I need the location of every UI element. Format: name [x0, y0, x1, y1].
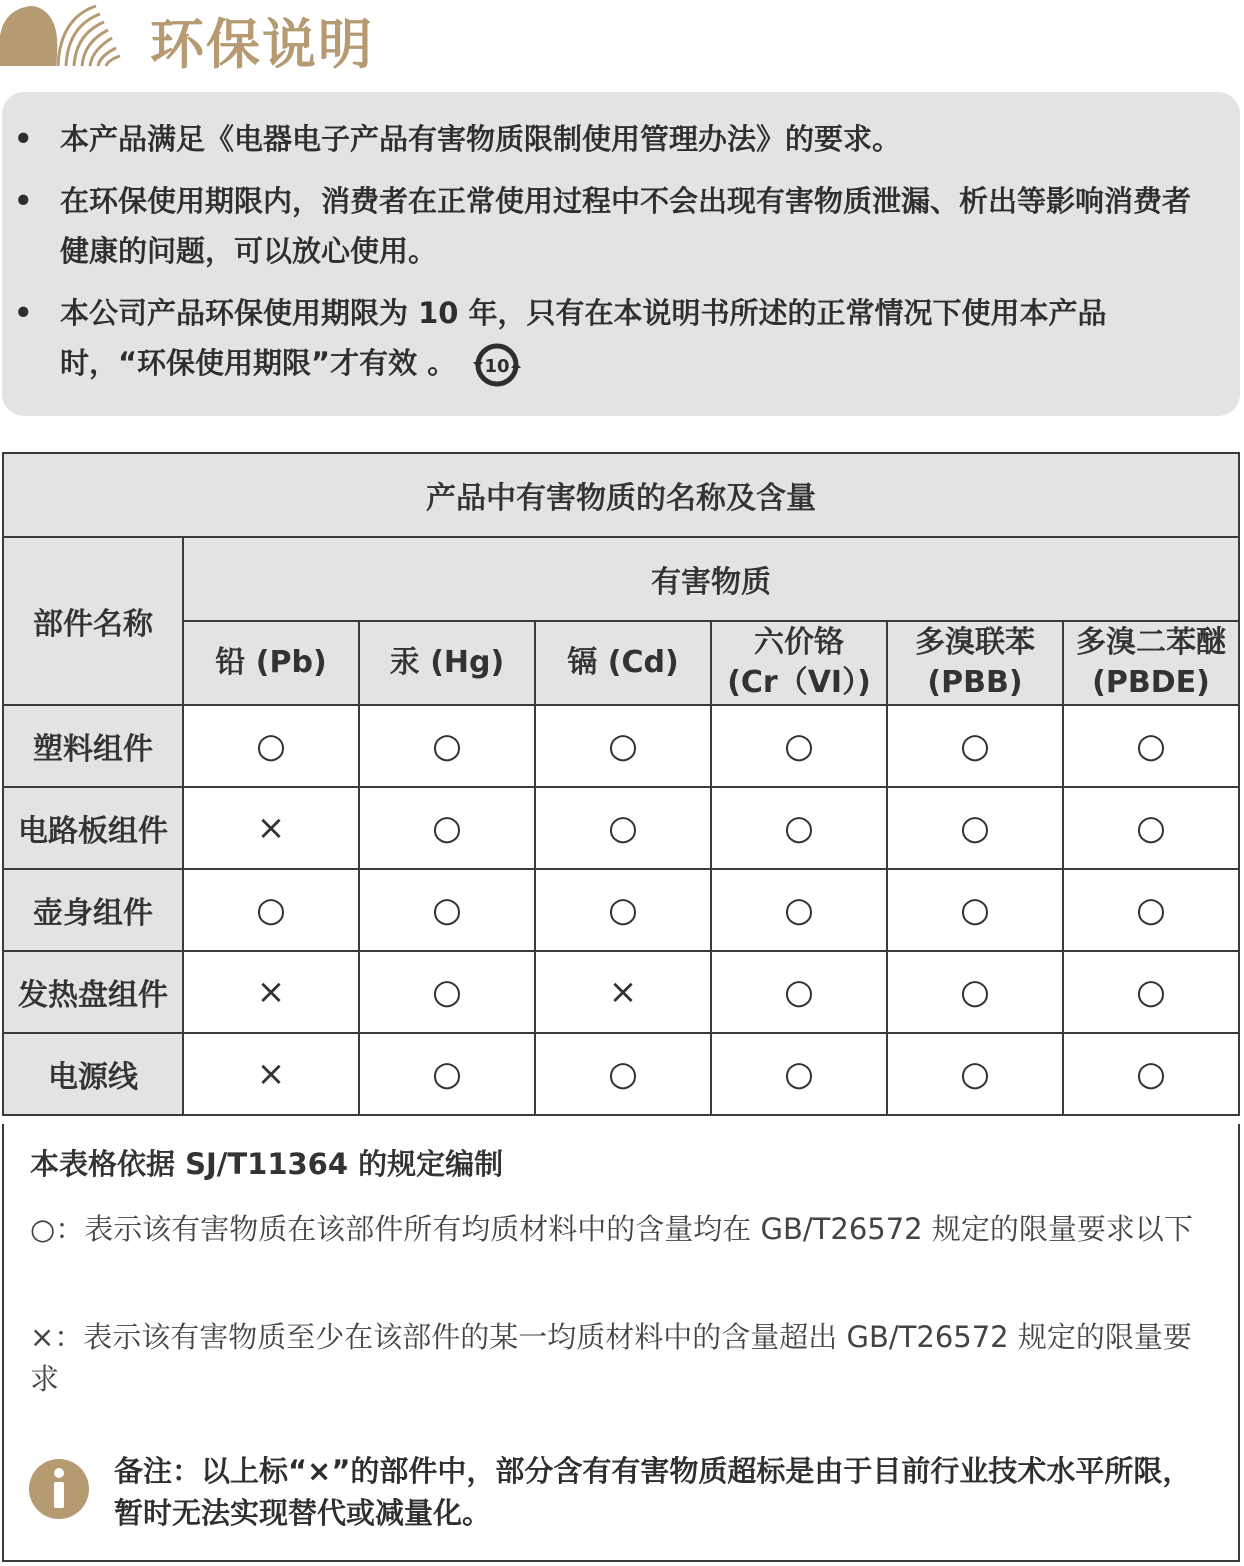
- info-bullet: [2, 176, 1232, 276]
- substance-mark: ○: [887, 705, 1063, 787]
- hazard-table: [2, 452, 1240, 1116]
- substance-mark: ○: [535, 787, 711, 869]
- substance-group-header: 有害物质: [183, 537, 1239, 621]
- substance-mark: ○: [1063, 787, 1239, 869]
- substance-mark: ×: [183, 787, 359, 869]
- substance-mark: ○: [887, 951, 1063, 1033]
- info-icon: [28, 1458, 90, 1520]
- substance-header: [887, 621, 1063, 705]
- part-name: 电源线: [3, 1033, 183, 1115]
- substance-mark: ○: [359, 951, 535, 1033]
- substance-line1: 多溴联苯: [915, 625, 1035, 660]
- info-bullet: [2, 288, 1232, 388]
- bullet-dot: •: [14, 296, 33, 330]
- table-row: [3, 951, 1239, 1033]
- table-row: [3, 869, 1239, 951]
- substance-header: [535, 621, 711, 705]
- part-name: 塑料组件: [3, 705, 183, 787]
- bullet-dot: •: [14, 122, 33, 156]
- bullet-dot: •: [14, 184, 33, 218]
- substance-mark: ○: [359, 705, 535, 787]
- brand-logo-icon: [0, 0, 128, 70]
- substance-mark: ○: [711, 705, 887, 787]
- substance-mark: ×: [183, 1033, 359, 1115]
- table-row: [3, 705, 1239, 787]
- circle-note: ○：表示该有害物质在该部件所有均质材料中的含量均在 GB/T26572 规定的限量要求以下: [30, 1212, 1193, 1246]
- bullet-text: 本公司产品环保使用期限为 10 年，只有在本说明书所述的正常情况下使用本产品时，“环保使用期限”才有效 。: [60, 296, 1107, 380]
- substance-line2: (PBB): [927, 665, 1023, 700]
- table-row: [3, 787, 1239, 869]
- notes-panel: [2, 1124, 1240, 1562]
- substance-line2: (PBDE): [1092, 665, 1210, 700]
- substance-mark: ○: [535, 705, 711, 787]
- notes-title: 本表格依据 SJ/T11364 的规定编制: [30, 1147, 504, 1181]
- header: [0, 0, 1244, 80]
- part-name-header: 部件名称: [3, 537, 183, 705]
- part-name: 壶身组件: [3, 869, 183, 951]
- substance-mark: ○: [359, 869, 535, 951]
- substance-mark: ×: [535, 951, 711, 1033]
- substance-mark: ○: [359, 1033, 535, 1115]
- table-row: [3, 1033, 1239, 1115]
- part-name: 电路板组件: [3, 787, 183, 869]
- substance-mark: ○: [887, 869, 1063, 951]
- substance-header: [183, 621, 359, 705]
- substance-mark: ○: [1063, 1033, 1239, 1115]
- info-bullet: [2, 114, 1232, 164]
- cross-note: ×：表示该有害物质至少在该部件的某一均质材料中的含量超出 GB/T26572 规定的限量要求: [30, 1320, 1192, 1396]
- table-title: 产品中有害物质的名称及含量: [3, 453, 1239, 537]
- substance-line2: (Cr（VI）): [727, 665, 871, 700]
- substance-header: [711, 621, 887, 705]
- substance-mark: ○: [711, 1033, 887, 1115]
- substance-mark: ○: [535, 1033, 711, 1115]
- substance-mark: ○: [535, 869, 711, 951]
- substance-line1: 镉 (Cd): [567, 645, 679, 680]
- page-title: 环保说明: [150, 13, 374, 76]
- substance-mark: ○: [1063, 705, 1239, 787]
- substance-mark: ○: [1063, 869, 1239, 951]
- remark-text: 备注：以上标“×”的部件中，部分含有有害物质超标是由于目前行业技术水平所限，暂时无法实现替代或减量化。: [114, 1454, 1192, 1530]
- substance-mark: ○: [183, 705, 359, 787]
- substance-header: [359, 621, 535, 705]
- bullet-text: 本产品满足《电器电子产品有害物质限制使用管理办法》的要求。: [60, 122, 902, 156]
- substance-mark: ○: [1063, 951, 1239, 1033]
- substance-mark: ○: [887, 1033, 1063, 1115]
- substance-mark: ×: [183, 951, 359, 1033]
- substance-line1: 汞 (Hg): [389, 645, 505, 680]
- bullet-text: 在环保使用期限内，消费者在正常使用过程中不会出现有害物质泄漏、析出等影响消费者健康的问题，可以放心使用。: [60, 184, 1192, 268]
- substance-mark: ○: [183, 869, 359, 951]
- info-panel: [2, 92, 1240, 416]
- substance-mark: ○: [359, 787, 535, 869]
- substance-line1: 铅 (Pb): [215, 645, 327, 680]
- substance-header: [1063, 621, 1239, 705]
- substance-mark: ○: [711, 951, 887, 1033]
- substance-line1: 六价铬: [754, 625, 844, 660]
- epup-number: 10: [484, 356, 510, 377]
- substance-line1: 多溴二苯醚: [1076, 625, 1226, 660]
- substance-mark: ○: [711, 869, 887, 951]
- substance-mark: ○: [711, 787, 887, 869]
- substance-mark: ○: [887, 787, 1063, 869]
- part-name: 发热盘组件: [3, 951, 183, 1033]
- bullet-text-wrap: [60, 288, 1210, 390]
- epup-10-icon: [472, 340, 522, 390]
